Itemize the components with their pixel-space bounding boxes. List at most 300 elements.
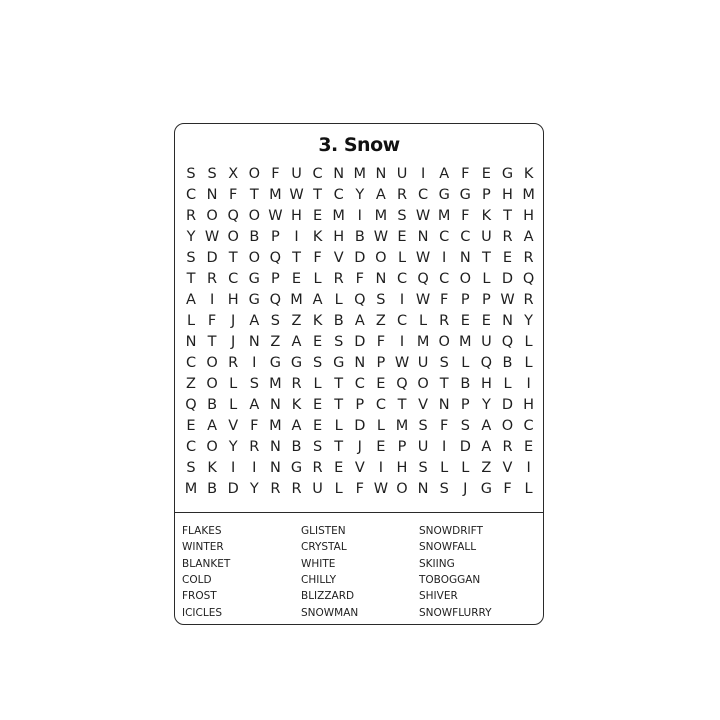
grid-cell[interactable]: O (396, 481, 408, 497)
grid-cell[interactable]: O (248, 208, 260, 224)
grid-cell[interactable]: E (460, 313, 470, 329)
grid-cell[interactable]: Q (417, 271, 429, 287)
grid-cell[interactable]: S (207, 166, 217, 182)
grid-cell[interactable]: G (290, 355, 303, 371)
grid-cell[interactable]: A (207, 418, 218, 434)
grid-cell[interactable]: P (376, 355, 386, 371)
grid-cell[interactable]: M (332, 208, 345, 224)
grid-cell[interactable]: O (227, 229, 239, 245)
word-item: TOBOGGAN (419, 573, 481, 586)
grid-cell[interactable]: L (229, 376, 238, 392)
grid-cell[interactable]: S (376, 292, 386, 308)
grid-cell[interactable]: Q (354, 292, 366, 308)
grid-cell[interactable]: K (312, 229, 323, 245)
grid-cell[interactable]: N (417, 229, 429, 245)
grid-cell[interactable]: R (291, 376, 302, 392)
grid-cell[interactable]: D (206, 250, 218, 266)
grid-cell[interactable]: O (248, 166, 260, 182)
grid-row (175, 353, 543, 374)
grid-cell[interactable]: K (291, 397, 302, 413)
word-item: FROST (182, 590, 217, 603)
grid-cell[interactable]: M (353, 166, 367, 182)
grid-cell[interactable]: Y (249, 481, 259, 497)
grid-cell[interactable]: L (503, 376, 512, 392)
grid-cell[interactable]: G (333, 355, 345, 371)
grid-cell[interactable]: E (313, 397, 323, 413)
grid-cell[interactable]: D (354, 250, 366, 266)
grid-cell[interactable]: N (459, 250, 471, 266)
grid-cell[interactable]: L (186, 313, 196, 329)
grid-cell[interactable]: W (204, 229, 220, 245)
grid-cell[interactable]: Z (186, 376, 196, 392)
grid-cell[interactable]: F (271, 166, 280, 182)
grid-cell[interactable]: N (333, 166, 345, 182)
grid-cell[interactable]: L (482, 271, 491, 287)
grid-cell[interactable]: L (440, 460, 449, 476)
grid-cell[interactable]: G (269, 355, 282, 371)
grid-cell[interactable]: F (440, 292, 449, 308)
grid-cell[interactable]: E (291, 271, 302, 287)
grid-cell[interactable]: C (354, 376, 365, 392)
grid-cell[interactable]: L (334, 292, 343, 308)
grid-cell[interactable]: V (354, 460, 365, 476)
word-item: SKIING (419, 557, 455, 570)
grid-row (175, 290, 543, 311)
word-item: CHILLY (301, 573, 337, 586)
grid-cell[interactable]: A (439, 166, 450, 182)
grid-cell[interactable]: Q (522, 271, 535, 287)
grid-cell[interactable]: I (526, 376, 531, 392)
grid-cell[interactable]: R (396, 187, 408, 203)
grid-cell[interactable]: Q (480, 355, 493, 371)
grid-cell[interactable]: I (378, 460, 384, 476)
grid-cell[interactable]: K (207, 460, 217, 476)
word-item: WINTER (182, 541, 224, 554)
word-item: SHIVER (419, 590, 458, 603)
grid-cell[interactable]: R (502, 229, 513, 245)
grid-cell[interactable]: Q (501, 334, 514, 350)
word-item: SNOWFLURRY (419, 606, 492, 619)
grid-cell[interactable]: M (459, 334, 472, 350)
grid-cell[interactable]: J (357, 439, 362, 455)
grid-cell[interactable]: C (312, 166, 323, 182)
grid-cell[interactable]: S (186, 460, 196, 476)
grid-cell[interactable]: J (231, 334, 236, 350)
grid-cell[interactable]: F (461, 208, 470, 224)
grid-cell[interactable]: E (313, 208, 323, 224)
grid-cell[interactable]: A (375, 187, 386, 203)
grid-cell[interactable]: M (522, 187, 535, 203)
word-item: SNOWFALL (419, 541, 477, 554)
grid-cell[interactable]: E (313, 334, 323, 350)
grid-cell[interactable]: G (438, 187, 450, 203)
grid-cell[interactable]: V (228, 418, 239, 434)
grid-cell[interactable]: U (291, 166, 302, 182)
grid-cell[interactable]: I (442, 439, 447, 455)
grid-cell[interactable]: T (503, 208, 512, 224)
grid-cell[interactable]: F (313, 250, 322, 266)
grid-cell[interactable]: B (460, 376, 471, 392)
grid-cell[interactable]: U (481, 229, 492, 245)
word-item: GLISTEN (301, 525, 346, 537)
grid-cell[interactable]: Z (375, 313, 386, 329)
grid-cell[interactable]: B (333, 313, 344, 329)
grid-cell[interactable]: L (334, 418, 343, 434)
grid-cell[interactable]: D (459, 439, 471, 455)
grid-cell[interactable]: G (248, 271, 260, 287)
grid-cell[interactable]: M (374, 208, 388, 224)
grid-cell[interactable]: N (375, 271, 387, 287)
grid-cell[interactable]: M (269, 187, 282, 203)
grid-cell[interactable]: A (312, 292, 323, 308)
grid-cell[interactable]: B (207, 481, 218, 497)
grid-cell[interactable]: S (312, 439, 323, 455)
grid-cell[interactable]: O (248, 250, 260, 266)
grid-cell[interactable]: S (249, 376, 259, 392)
grid-cell[interactable]: T (334, 376, 344, 392)
grid-cell[interactable]: A (481, 418, 492, 434)
grid-cell[interactable]: C (375, 397, 386, 413)
grid-cell[interactable]: F (250, 418, 259, 434)
grid-row (175, 416, 543, 437)
grid-cell[interactable]: Q (269, 250, 282, 266)
grid-cell[interactable]: A (186, 292, 196, 308)
grid-cell[interactable]: U (312, 481, 323, 497)
grid-cell[interactable]: R (228, 355, 239, 371)
grid-cell[interactable]: D (501, 271, 514, 287)
grid-cell[interactable]: L (524, 355, 533, 371)
grid-cell[interactable]: S (186, 250, 196, 266)
grid-cell[interactable]: N (269, 397, 281, 413)
grid-cell[interactable]: O (375, 250, 387, 266)
grid-cell[interactable]: Z (291, 313, 302, 329)
grid-cell[interactable]: L (334, 481, 343, 497)
grid-cell[interactable]: D (354, 418, 366, 434)
grid-cell[interactable]: E (376, 439, 386, 455)
word-item: ICICLES (182, 606, 223, 619)
grid-cell[interactable]: F (207, 313, 217, 329)
grid-cell[interactable]: R (523, 292, 534, 308)
grid-cell[interactable]: L (461, 460, 470, 476)
grid-cell[interactable]: W (500, 292, 515, 308)
grid-cell[interactable]: S (397, 208, 407, 224)
grid-cell[interactable]: B (354, 229, 365, 245)
puzzle-card (174, 123, 544, 625)
grid-cell[interactable]: S (418, 460, 428, 476)
grid-cell[interactable]: M (290, 292, 303, 308)
grid-cell[interactable]: N (502, 313, 513, 329)
grid-cell[interactable]: W (373, 481, 389, 497)
grid-cell[interactable]: I (399, 334, 405, 350)
grid-cell[interactable]: O (417, 376, 429, 392)
grid-cell[interactable]: Q (269, 292, 282, 308)
grid-cell[interactable]: C (185, 355, 197, 371)
grid-cell[interactable]: I (357, 208, 362, 224)
grid-cell[interactable]: A (523, 229, 534, 245)
grid-cell[interactable]: L (376, 418, 385, 434)
grid-cell[interactable]: E (313, 418, 323, 434)
word-item: SNOWDRIFT (419, 525, 483, 537)
grid-cell[interactable]: T (207, 334, 217, 350)
grid-cell[interactable]: V (333, 250, 344, 266)
grid-cell[interactable]: C (523, 418, 534, 434)
grid-cell[interactable]: N (354, 355, 366, 371)
grid-cell[interactable]: F (229, 187, 238, 203)
grid-cell[interactable]: P (397, 439, 407, 455)
grid-cell[interactable]: C (460, 229, 471, 245)
grid-cell[interactable]: E (186, 418, 196, 434)
grid-cell[interactable]: V (502, 460, 513, 476)
grid-cell[interactable]: F (355, 481, 364, 497)
grid-cell[interactable]: R (523, 250, 534, 266)
grid-cell[interactable]: T (397, 397, 407, 413)
grid-row (175, 185, 543, 206)
grid-cell[interactable]: T (186, 271, 196, 287)
grid-cell[interactable]: I (252, 460, 257, 476)
grid-cell[interactable]: M (395, 418, 409, 434)
grid-row (175, 395, 543, 416)
grid-cell[interactable]: R (185, 208, 197, 224)
divider (175, 512, 543, 513)
grid-cell[interactable]: R (439, 313, 450, 329)
grid-cell[interactable]: E (502, 250, 513, 266)
grid-cell[interactable]: G (480, 481, 493, 497)
grid-cell[interactable]: I (399, 292, 405, 308)
grid-cell[interactable]: T (334, 397, 344, 413)
grid-cell[interactable]: I (294, 229, 299, 245)
grid-cell[interactable]: S (460, 418, 470, 434)
grid-cell[interactable]: E (376, 376, 386, 392)
grid-cell[interactable]: S (439, 481, 449, 497)
grid-cell[interactable]: S (312, 355, 323, 371)
grid-cell[interactable]: U (417, 355, 429, 371)
grid-cell[interactable]: C (439, 229, 450, 245)
grid-cell[interactable]: A (481, 439, 492, 455)
puzzle-title: 3. Snow (318, 134, 400, 156)
grid-cell[interactable]: W (394, 355, 410, 371)
grid-cell[interactable]: T (481, 250, 491, 266)
grid-cell[interactable]: B (249, 229, 260, 245)
grid-cell[interactable]: K (481, 208, 492, 224)
grid-row (175, 206, 543, 227)
grid-cell[interactable]: O (206, 355, 218, 371)
grid-cell[interactable]: C (418, 187, 429, 203)
grid-cell[interactable]: M (184, 481, 198, 497)
grid-cell[interactable]: Y (355, 187, 365, 203)
grid-cell[interactable]: H (480, 376, 492, 392)
grid-cell[interactable]: P (355, 397, 365, 413)
grid-cell[interactable]: R (207, 271, 218, 287)
grid-cell[interactable]: F (355, 271, 364, 287)
grid-cell[interactable]: O (438, 334, 450, 350)
grid-cell[interactable]: O (206, 439, 218, 455)
grid-cell[interactable]: Q (185, 397, 197, 413)
grid-cell[interactable]: M (437, 208, 451, 224)
grid-cell[interactable]: Y (228, 439, 238, 455)
grid-cell[interactable]: Q (227, 208, 239, 224)
grid-cell[interactable]: H (396, 460, 408, 476)
grid-cell[interactable]: R (312, 460, 323, 476)
grid-cell[interactable]: G (459, 187, 471, 203)
grid-cell[interactable]: Z (270, 334, 281, 350)
grid-cell[interactable]: T (439, 376, 449, 392)
word-item: WHITE (301, 557, 336, 570)
grid-cell[interactable]: I (442, 250, 447, 266)
grid-cell[interactable]: R (270, 481, 281, 497)
grid-cell[interactable]: C (396, 313, 408, 329)
grid-cell[interactable]: Y (481, 397, 491, 413)
grid-cell[interactable]: M (269, 418, 282, 434)
grid-cell[interactable]: I (209, 292, 215, 308)
grid-cell[interactable]: Q (396, 376, 408, 392)
grid-cell[interactable]: L (313, 271, 322, 287)
grid-cell[interactable]: H (523, 208, 535, 224)
grid-cell[interactable]: R (333, 271, 344, 287)
grid-cell[interactable]: L (524, 481, 533, 497)
grid-cell[interactable]: B (502, 355, 513, 371)
grid-cell[interactable]: Y (524, 313, 534, 329)
grid-cell[interactable]: O (501, 418, 514, 434)
grid-cell[interactable]: C (396, 271, 408, 287)
grid-cell[interactable]: W (289, 187, 304, 203)
grid-cell[interactable]: A (249, 313, 260, 329)
grid-cell[interactable]: W (415, 208, 431, 224)
grid-cell[interactable]: N (417, 481, 429, 497)
grid-cell[interactable]: M (416, 334, 430, 350)
grid-cell[interactable]: R (291, 481, 302, 497)
grid-cell[interactable]: N (438, 397, 450, 413)
word-item: SNOWMAN (301, 606, 359, 619)
grid-cell[interactable]: A (291, 334, 302, 350)
grid-cell[interactable]: F (503, 481, 512, 497)
grid-cell[interactable]: C (333, 187, 344, 203)
grid-cell[interactable]: L (313, 376, 322, 392)
grid-cell[interactable]: P (460, 397, 470, 413)
grid-cell[interactable]: N (185, 334, 197, 350)
grid-cell[interactable]: Z (481, 460, 492, 476)
grid-cell[interactable]: R (502, 439, 513, 455)
grid-cell[interactable]: T (292, 250, 301, 266)
grid-cell[interactable]: D (227, 481, 239, 497)
grid-cell[interactable]: R (249, 439, 260, 455)
grid-cell[interactable]: B (291, 439, 302, 455)
grid-cell[interactable]: B (207, 397, 218, 413)
grid-cell[interactable]: D (501, 397, 514, 413)
grid-row (175, 437, 543, 458)
grid-cell[interactable]: N (248, 334, 260, 350)
grid-cell[interactable]: F (461, 166, 470, 182)
grid-cell[interactable]: Y (186, 229, 196, 245)
grid-cell[interactable]: G (248, 292, 260, 308)
grid-cell[interactable]: C (439, 271, 450, 287)
grid-cell[interactable]: K (523, 166, 534, 182)
grid-cell[interactable]: E (481, 166, 491, 182)
grid-cell[interactable]: S (270, 313, 280, 329)
grid-cell[interactable]: D (354, 334, 366, 350)
grid-cell[interactable]: P (482, 292, 491, 308)
grid-cell[interactable]: S (418, 418, 428, 434)
grid-cell[interactable]: H (502, 187, 513, 203)
grid-row (175, 248, 543, 269)
grid-cell[interactable]: P (271, 271, 280, 287)
grid-cell[interactable]: F (376, 334, 386, 350)
grid-cell[interactable]: L (229, 397, 238, 413)
grid-cell[interactable]: I (526, 460, 531, 476)
grid-cell[interactable]: A (291, 418, 302, 434)
grid-cell[interactable]: P (460, 292, 470, 308)
grid-cell[interactable]: L (397, 250, 407, 266)
grid-cell[interactable]: U (396, 166, 408, 182)
grid-cell[interactable]: I (420, 166, 426, 182)
grid-cell[interactable]: W (268, 208, 283, 224)
grid-cell[interactable]: O (206, 208, 218, 224)
grid-cell[interactable]: H (523, 397, 535, 413)
grid-cell[interactable]: A (249, 397, 260, 413)
grid-row (175, 311, 543, 332)
grid-cell[interactable]: C (185, 439, 197, 455)
grid-cell[interactable]: S (186, 166, 196, 182)
grid-cell[interactable]: C (185, 187, 197, 203)
grid-cell[interactable]: A (354, 313, 365, 329)
word-item: FLAKES (182, 525, 222, 537)
grid-cell[interactable]: E (524, 439, 534, 455)
grid-cell[interactable]: K (312, 313, 323, 329)
grid-cell[interactable]: O (459, 271, 471, 287)
grid-cell[interactable]: W (415, 292, 431, 308)
grid-cell[interactable]: N (375, 166, 387, 182)
grid-cell[interactable]: E (397, 229, 407, 245)
grid-cell[interactable]: H (333, 229, 345, 245)
grid-cell[interactable]: W (415, 250, 431, 266)
grid-cell[interactable]: I (252, 355, 257, 371)
grid-cell[interactable]: U (481, 334, 492, 350)
grid-cell[interactable]: G (290, 460, 303, 476)
grid-cell[interactable]: T (313, 187, 323, 203)
grid-row (175, 479, 543, 500)
grid-cell[interactable]: W (373, 229, 389, 245)
grid-cell[interactable]: N (269, 460, 281, 476)
grid-cell[interactable]: P (482, 187, 491, 203)
grid-cell[interactable]: H (227, 292, 239, 308)
grid-cell[interactable]: I (231, 460, 236, 476)
grid-cell[interactable]: L (461, 355, 470, 371)
grid-cell[interactable]: E (334, 460, 344, 476)
grid-row (175, 332, 543, 353)
grid-cell[interactable]: N (269, 439, 281, 455)
grid-cell[interactable]: M (269, 376, 282, 392)
grid-cell[interactable]: J (463, 481, 468, 497)
grid-cell[interactable]: S (439, 355, 449, 371)
grid-cell[interactable]: T (228, 250, 238, 266)
grid-cell[interactable]: H (291, 208, 302, 224)
grid-cell[interactable]: P (271, 229, 280, 245)
grid-cell[interactable]: N (206, 187, 218, 203)
grid-cell[interactable]: G (501, 166, 514, 182)
grid-cell[interactable]: L (524, 334, 533, 350)
grid-cell[interactable]: E (481, 313, 491, 329)
grid-cell[interactable]: X (228, 166, 239, 182)
grid-cell[interactable]: J (231, 313, 236, 329)
grid-cell[interactable]: F (440, 418, 449, 434)
grid-cell[interactable]: S (334, 334, 344, 350)
grid-cell[interactable]: L (419, 313, 428, 329)
grid-cell[interactable]: T (334, 439, 344, 455)
grid-cell[interactable]: U (417, 439, 429, 455)
grid-cell[interactable]: C (228, 271, 239, 287)
grid-cell[interactable]: O (206, 376, 218, 392)
grid-cell[interactable]: V (418, 397, 429, 413)
grid-cell[interactable]: T (249, 187, 259, 203)
